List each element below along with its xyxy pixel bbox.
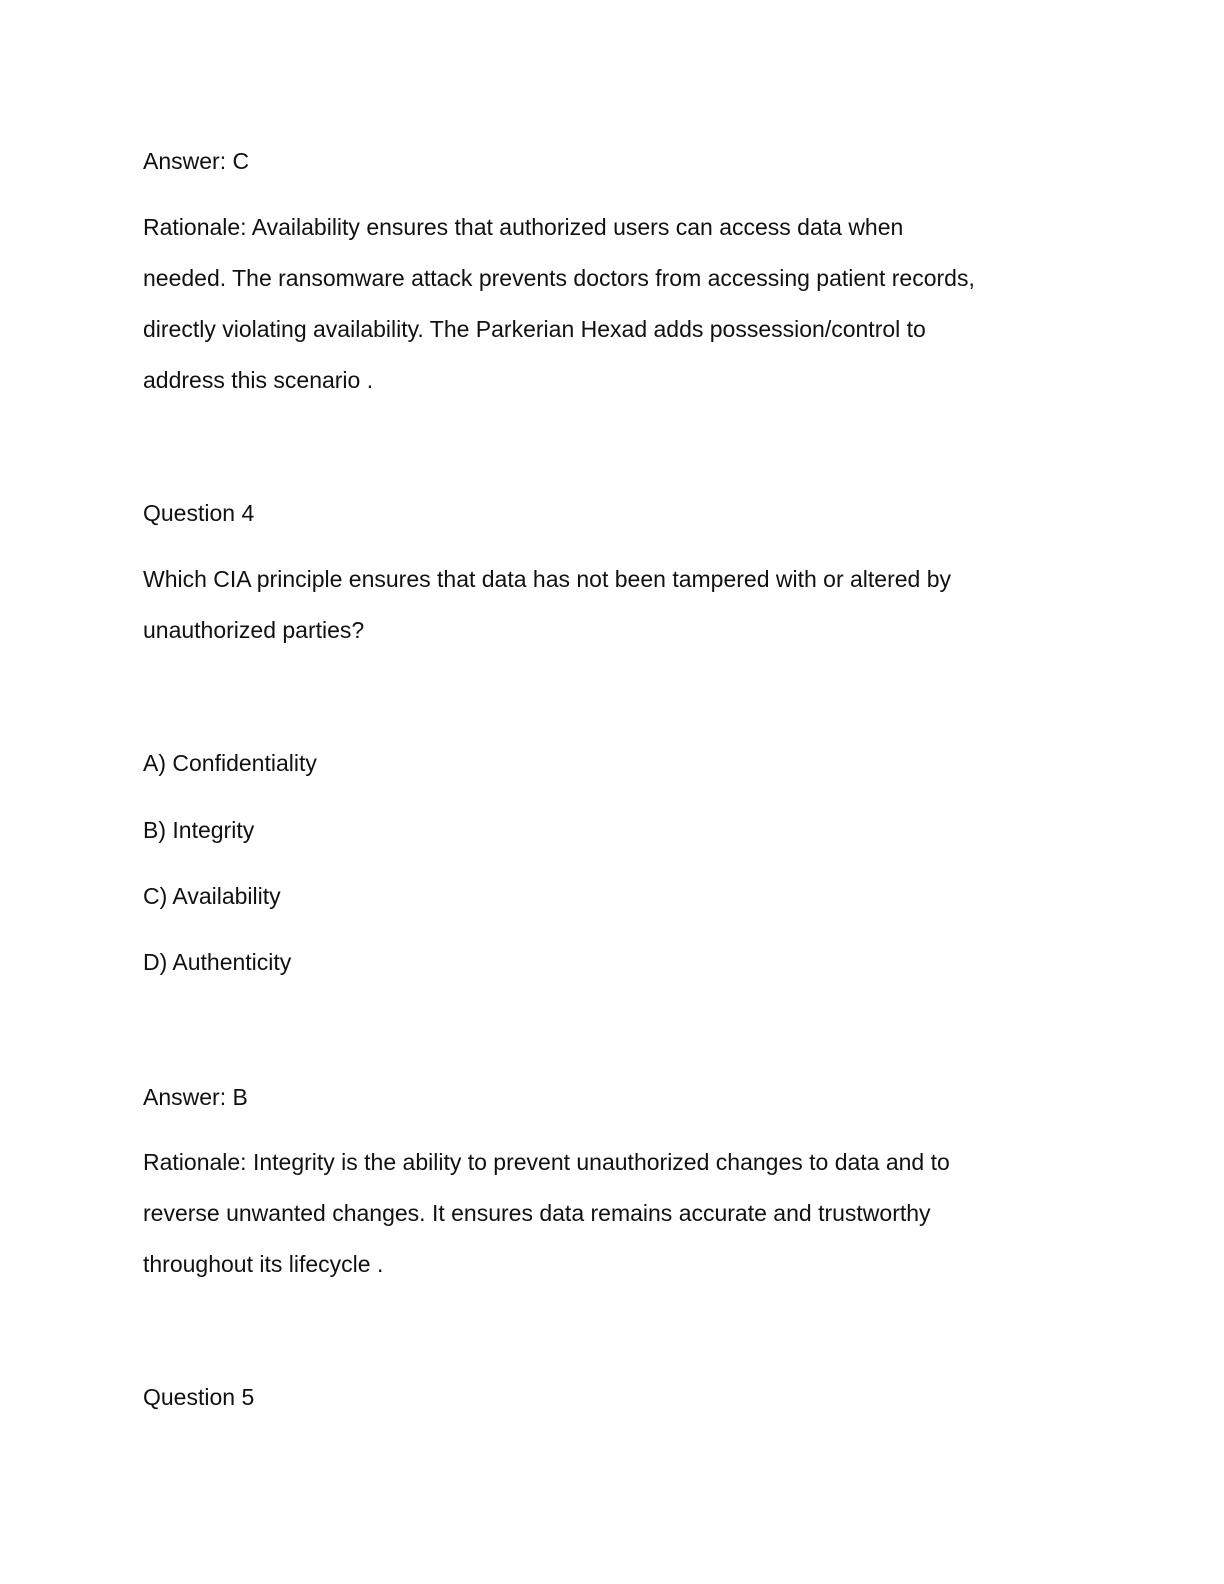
- rationale-paragraph: [143, 1137, 950, 1290]
- answer-label: Answer: C: [143, 148, 250, 174]
- rationale-line: reverse unwanted changes. It ensures data remains accurate and trustworthy: [143, 1200, 931, 1226]
- option-b: B) Integrity: [143, 817, 255, 843]
- rationale-line: Rationale: Availability ensures that authorized users can access data when: [143, 214, 904, 240]
- question-heading: Question 4: [143, 500, 255, 526]
- rationale-line: directly violating availability. The Parkerian Hexad adds possession/control to: [143, 316, 926, 342]
- option-d: D) Authenticity: [143, 949, 292, 975]
- rationale-line: needed. The ransomware attack prevents doctors from accessing patient records,: [143, 265, 975, 291]
- question-prompt-line: unauthorized parties?: [143, 617, 365, 643]
- rationale-line: throughout its lifecycle .: [143, 1251, 384, 1277]
- question-prompt-line: Which CIA principle ensures that data has not been tampered with or altered by: [143, 566, 952, 592]
- question-heading: Question 5: [143, 1384, 255, 1410]
- option-c: C) Availability: [143, 883, 281, 909]
- option-a: A) Confidentiality: [143, 750, 317, 776]
- answer-label: Answer: B: [143, 1084, 248, 1110]
- question-prompt: [143, 554, 951, 656]
- rationale-paragraph: [143, 202, 975, 406]
- rationale-line: address this scenario .: [143, 367, 374, 393]
- rationale-line: Rationale: Integrity is the ability to prevent unauthorized changes to data and to: [143, 1149, 950, 1175]
